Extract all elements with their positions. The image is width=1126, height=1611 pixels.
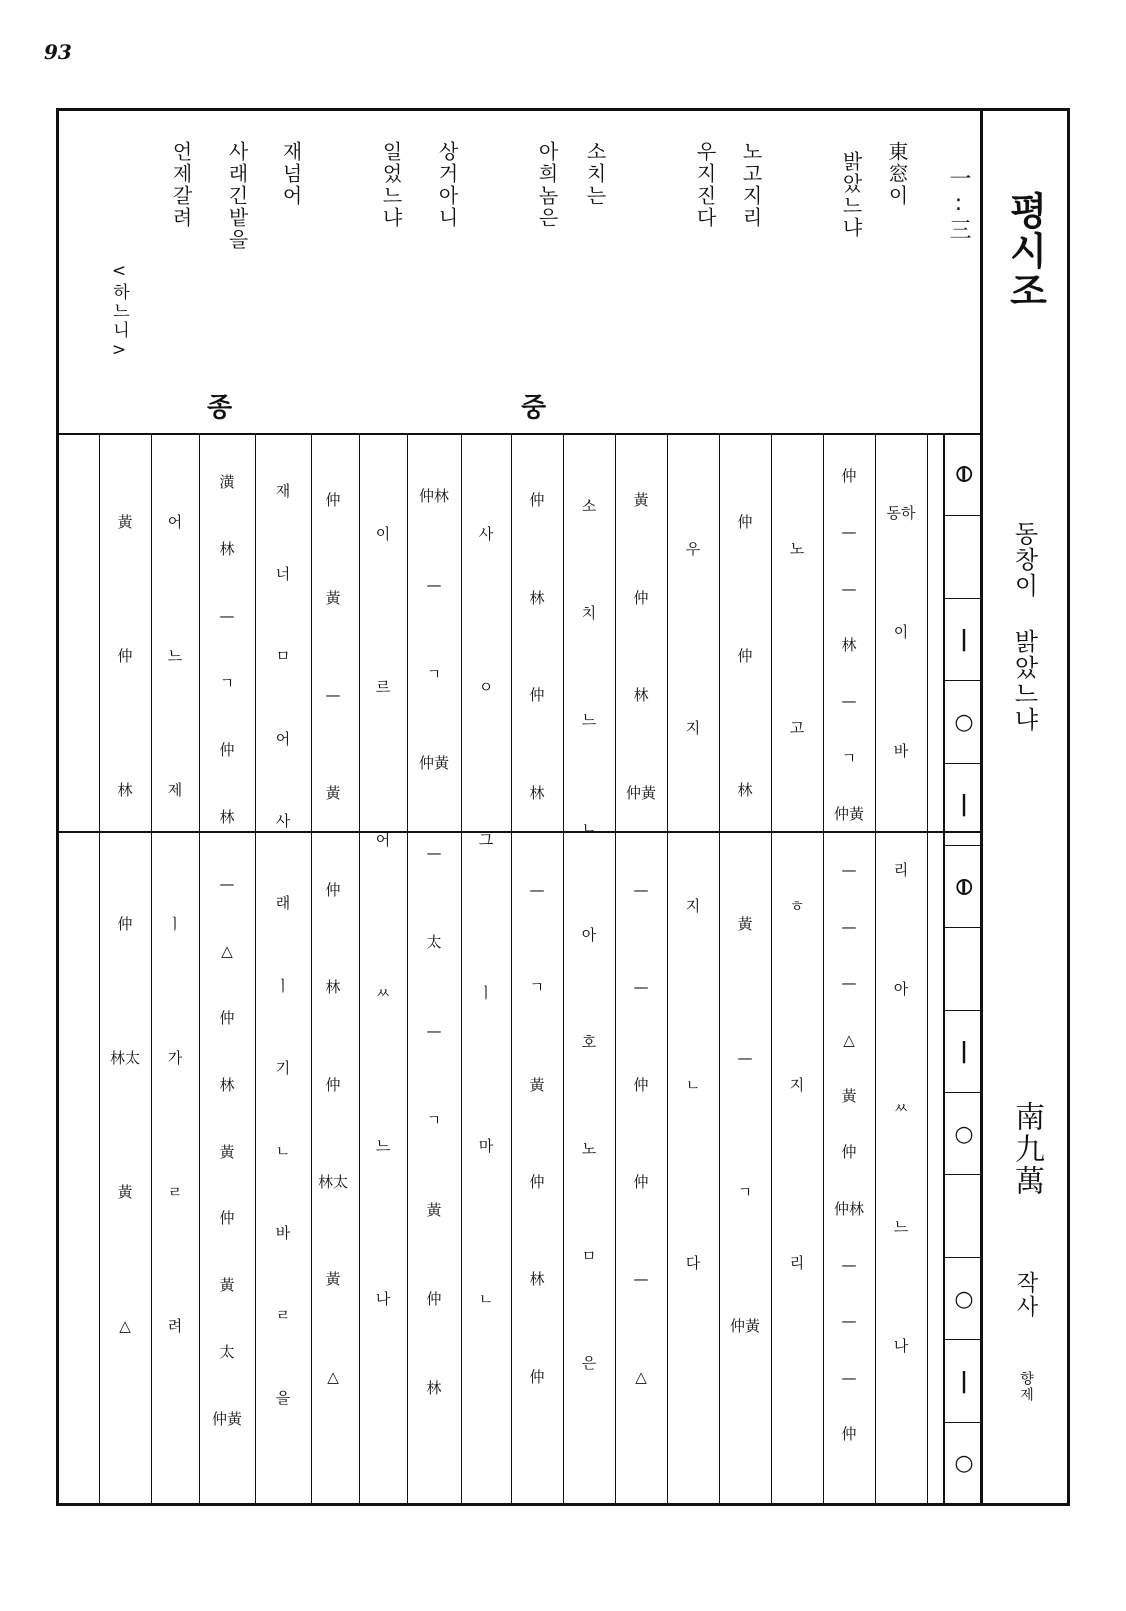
- score-glyph: —: [841, 861, 857, 880]
- score-glyph: 우: [685, 540, 701, 559]
- score-glyph: —: [841, 917, 857, 936]
- score-glyph: 동하: [886, 504, 916, 523]
- score-glyph: ㅁ: [275, 647, 291, 666]
- score-glyph: 仲: [529, 1172, 545, 1191]
- score-glyph: 사: [478, 524, 494, 543]
- score-glyph: 黃: [841, 1086, 857, 1105]
- score-glyph: 너: [275, 564, 291, 583]
- lyrics-header: [59, 111, 983, 435]
- phrase-divider: [59, 831, 983, 833]
- score-glyph: 바: [275, 1223, 291, 1242]
- score-glyph: 仲黃: [418, 754, 449, 773]
- score-glyph: 아: [893, 980, 909, 999]
- song-title: 평시조: [1003, 191, 1047, 311]
- score-glyph: 仲黃: [625, 783, 656, 802]
- beat-marker: [945, 927, 983, 1010]
- score-glyph: △: [327, 1367, 339, 1386]
- lyric-line: 언제갈려: [169, 141, 193, 229]
- verse-number: 一:三: [946, 167, 971, 242]
- score-glyph: 林: [117, 781, 133, 800]
- score-glyph: 仲: [219, 1209, 235, 1228]
- score-glyph: △: [221, 941, 233, 960]
- score-glyph: 仲黃: [729, 1316, 760, 1335]
- score-glyph: 은: [581, 1354, 597, 1373]
- score-glyph: 르: [375, 677, 391, 696]
- score-glyph: 仲: [633, 1172, 649, 1191]
- credit-label: 작사: [1013, 1271, 1038, 1319]
- score-glyph: 마: [478, 1136, 494, 1155]
- score-glyph: 仲: [737, 513, 753, 532]
- score-glyph: 仲: [426, 1289, 442, 1308]
- score-glyph: ㄱ: [737, 1182, 753, 1201]
- score-glyph: 仲: [117, 647, 133, 666]
- score-glyph: —: [529, 880, 545, 899]
- score-glyph: ㅆ: [375, 983, 391, 1002]
- lyric-line: 노고지리: [739, 141, 763, 229]
- score-glyph: 仲: [841, 1425, 857, 1444]
- score-glyph: 太: [219, 1343, 235, 1362]
- score-glyph: 仲林: [418, 486, 449, 505]
- score-glyph: 느: [167, 647, 183, 666]
- song-subtitle: 동창이 밝았느냐: [1010, 521, 1038, 733]
- score-glyph: 黃: [325, 588, 341, 607]
- beat-marker: ○: [945, 1092, 983, 1175]
- score-glyph: 기: [275, 1059, 291, 1078]
- score-glyph: 林: [737, 781, 753, 800]
- score-glyph: 黃: [325, 1270, 341, 1289]
- score-glyph: —: [219, 874, 235, 893]
- score-glyph: ㄹ: [167, 1182, 183, 1201]
- region-note: 향제: [1018, 1371, 1034, 1403]
- score-glyph: 을: [275, 1388, 291, 1407]
- score-glyph: 가: [167, 1048, 183, 1067]
- score-glyph: —: [841, 579, 857, 598]
- score-glyph: 仲: [219, 740, 235, 759]
- score-glyph: —: [841, 1255, 857, 1274]
- score-glyph: 이: [375, 524, 391, 543]
- score-glyph: ㄴ: [275, 1141, 291, 1160]
- score-glyph: —: [633, 978, 649, 997]
- beat-marker: ○: [945, 1422, 983, 1505]
- score-glyph: 나: [375, 1289, 391, 1308]
- score-glyph: ㅣ: [478, 983, 494, 1002]
- score-glyph: 느: [581, 711, 597, 730]
- score-glyph: 黃: [117, 513, 133, 532]
- score-glyph: 仲黃: [211, 1410, 242, 1429]
- score-glyph: —: [426, 575, 442, 594]
- score-glyph: 아: [581, 925, 597, 944]
- lyric-line: 사래긴밭을: [225, 141, 249, 251]
- score-glyph: —: [325, 686, 341, 705]
- score-glyph: 仲: [841, 466, 857, 485]
- score-glyph: ㅣ: [275, 976, 291, 995]
- beat-marker: ○: [945, 680, 983, 763]
- score-glyph: ㄴ: [478, 1289, 494, 1308]
- score-glyph: 이: [893, 623, 909, 642]
- lyric-line: <하느니>: [109, 261, 129, 362]
- score-glyph: ㄱ: [426, 665, 442, 684]
- score-glyph: △: [843, 1030, 855, 1049]
- score-glyph: —: [633, 880, 649, 899]
- score-glyph: 潢: [219, 473, 235, 492]
- score-glyph: 仲: [325, 1075, 341, 1094]
- score-glyph: 노: [789, 540, 805, 559]
- lyric-line: 아희놈은: [535, 141, 559, 229]
- score-glyph: 고: [789, 718, 805, 737]
- score-glyph: 노: [581, 1139, 597, 1158]
- beat-marker: [945, 515, 983, 598]
- author-name: 南九萬: [1009, 1101, 1044, 1197]
- score-glyph: 黃: [117, 1182, 133, 1201]
- score-glyph: 林: [325, 978, 341, 997]
- score-glyph: 林: [529, 783, 545, 802]
- score-glyph: —: [426, 1022, 442, 1041]
- score-glyph: 黃: [219, 1276, 235, 1295]
- score-glyph: ㅇ: [478, 677, 494, 696]
- score-glyph: 林: [219, 1075, 235, 1094]
- score-glyph: 太: [426, 932, 442, 951]
- score-glyph: 仲: [529, 686, 545, 705]
- beat-marker: |: [945, 1339, 983, 1422]
- score-glyph: 林: [426, 1379, 442, 1398]
- score-glyph: 仲林: [833, 1199, 864, 1218]
- lyric-line: 소치는: [583, 141, 607, 207]
- score-glyph: 林太: [317, 1172, 348, 1191]
- lyric-line: 밝았느냐: [839, 151, 863, 239]
- score-glyph: 黃: [737, 914, 753, 933]
- score-glyph: —: [841, 1368, 857, 1387]
- score-glyph: ㅆ: [893, 1099, 909, 1118]
- score-glyph: —: [737, 1048, 753, 1067]
- score-glyph: ㄱ: [426, 1111, 442, 1130]
- score-glyph: 어: [375, 830, 391, 849]
- score-glyph: 林: [633, 686, 649, 705]
- score-glyph: —: [841, 1312, 857, 1331]
- score-glyph: 仲: [529, 491, 545, 510]
- score-glyph: 林: [529, 1270, 545, 1289]
- score-glyph: 리: [893, 861, 909, 880]
- score-glyph: —: [633, 1270, 649, 1289]
- score-glyph: 黃: [633, 491, 649, 510]
- section-marker: 종: [207, 393, 233, 423]
- lyric-line: 일었느냐: [379, 141, 403, 229]
- lyric-line: 우지진다: [693, 141, 717, 229]
- score-glyph: 그: [478, 830, 494, 849]
- lyric-line: 재넘어: [279, 141, 303, 207]
- score-frame: [56, 108, 1070, 1506]
- score-glyph: △: [635, 1367, 647, 1386]
- score-glyph: 仲: [117, 914, 133, 933]
- score-glyph: 소: [581, 497, 597, 516]
- score-glyph: 仲: [219, 1008, 235, 1027]
- score-glyph: —: [841, 974, 857, 993]
- score-glyph: 仲: [529, 1367, 545, 1386]
- section-marker: 중: [521, 393, 547, 423]
- score-glyph: 리: [789, 1254, 805, 1273]
- score-glyph: 래: [275, 894, 291, 913]
- score-glyph: 林: [529, 588, 545, 607]
- score-glyph: ㄹ: [275, 1306, 291, 1325]
- score-glyph: 호: [581, 1032, 597, 1051]
- score-glyph: 黃: [426, 1200, 442, 1219]
- lyric-line: 상거아니: [435, 141, 459, 229]
- score-glyph: 려: [167, 1316, 183, 1335]
- beat-marker: |: [945, 598, 983, 681]
- score-glyph: 다: [685, 1254, 701, 1273]
- score-glyph: ㄱ: [529, 978, 545, 997]
- score-glyph: 仲: [737, 647, 753, 666]
- score-glyph: —: [841, 692, 857, 711]
- score-glyph: 바: [893, 742, 909, 761]
- score-glyph: 치: [581, 604, 597, 623]
- score-glyph: ㅣ: [167, 914, 183, 933]
- score-glyph: 사: [275, 811, 291, 830]
- score-glyph: 仲: [325, 880, 341, 899]
- beat-marker: |: [945, 1010, 983, 1093]
- beat-marker: |: [945, 763, 983, 846]
- score-glyph: 어: [167, 513, 183, 532]
- beat-marker: ⦶: [956, 461, 972, 487]
- score-glyph: 仲: [325, 491, 341, 510]
- score-glyph: 仲黃: [833, 805, 864, 824]
- score-glyph: 제: [167, 781, 183, 800]
- beat-column: [943, 433, 983, 1503]
- score-glyph: —: [426, 843, 442, 862]
- score-glyph: —: [219, 607, 235, 626]
- score-glyph: 林: [219, 540, 235, 559]
- score-glyph: 黃: [219, 1142, 235, 1161]
- score-glyph: 仲: [841, 1143, 857, 1162]
- page-number: 93: [44, 40, 72, 64]
- score-glyph: 林: [841, 635, 857, 654]
- score-glyph: 仲: [633, 588, 649, 607]
- score-glyph: 느: [375, 1136, 391, 1155]
- beat-marker: ○: [945, 1257, 983, 1340]
- score-glyph: —: [841, 523, 857, 542]
- score-glyph: 나: [893, 1337, 909, 1356]
- score-glyph: ㄱ: [841, 748, 857, 767]
- score-glyph: 지: [685, 897, 701, 916]
- beat-marker: ⦶: [945, 845, 983, 928]
- score-glyph: △: [119, 1316, 131, 1335]
- score-glyph: ㄴ: [581, 818, 597, 837]
- title-column: [980, 111, 1067, 1503]
- score-glyph: 지: [789, 1075, 805, 1094]
- score-glyph: ㄴ: [685, 1075, 701, 1094]
- score-glyph: ㅁ: [581, 1246, 597, 1265]
- score-glyph: 林太: [109, 1048, 140, 1067]
- score-glyph: 林: [219, 807, 235, 826]
- score-glyph: ㅎ: [789, 897, 805, 916]
- score-glyph: ㄱ: [219, 673, 235, 692]
- score-grid: [59, 433, 983, 1503]
- score-glyph: 어: [275, 729, 291, 748]
- beat-marker: [945, 1174, 983, 1257]
- score-glyph: 仲: [633, 1075, 649, 1094]
- lyric-line: 東窓이: [885, 141, 909, 207]
- score-glyph: 지: [685, 718, 701, 737]
- score-glyph: 재: [275, 482, 291, 501]
- score-glyph: 黃: [529, 1075, 545, 1094]
- score-glyph: 黃: [325, 783, 341, 802]
- score-glyph: 느: [893, 1218, 909, 1237]
